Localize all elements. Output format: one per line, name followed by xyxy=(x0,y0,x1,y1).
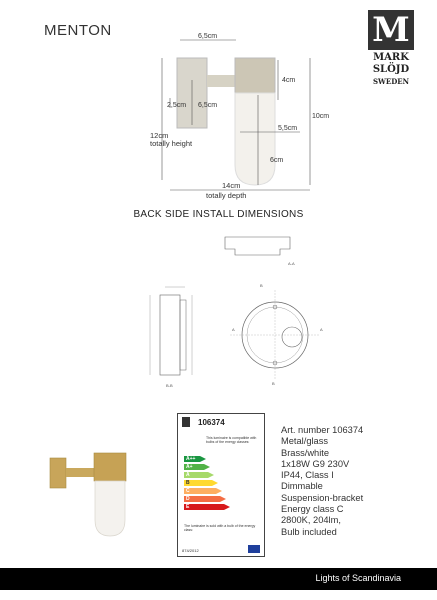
logo-line-1: MARK xyxy=(373,52,409,63)
dim-total-depth: 14cm xyxy=(222,181,241,190)
side-profile xyxy=(160,295,180,375)
dim-shade-height: 6cm xyxy=(270,157,284,164)
axis-label-b-top: B xyxy=(260,283,263,288)
install-title: BACK SIDE INSTALL DIMENSIONS xyxy=(133,209,304,220)
energy-label xyxy=(177,413,265,557)
energy-class-d: D xyxy=(184,496,220,502)
dimension-drawing xyxy=(140,30,350,205)
logo-mark: M xyxy=(368,10,414,50)
product-holder xyxy=(94,453,126,481)
energy-class-ap: A+ xyxy=(184,464,204,470)
dim-total-depth-label: totally depth xyxy=(206,191,247,200)
axis-label-b-bottom: B xyxy=(272,381,275,386)
logo-line-3: SWEDEN xyxy=(372,77,410,86)
spec-item: Energy class C xyxy=(281,504,344,515)
section-top-outline xyxy=(225,237,290,255)
spec-item: Bulb included xyxy=(281,526,337,537)
logo-line-2: SLÖJD xyxy=(372,64,410,75)
dim-base-offset: 2,5cm xyxy=(167,102,187,109)
spec-item: Art. number 106374 xyxy=(281,425,364,435)
spec-item: 1x18W G9 230V xyxy=(281,458,350,469)
section-label-bb: B-B xyxy=(166,383,173,388)
energy-class-b: B xyxy=(184,480,212,486)
dim-total-height-label: totally height xyxy=(150,139,193,148)
spec-item: Dimmable xyxy=(281,481,323,492)
energy-class-c: C xyxy=(184,488,216,494)
energy-sold-note: The luminaire is sold with a bulb of the energy class: xyxy=(184,524,256,533)
footer-text: Lights of Scandinavia xyxy=(315,573,401,583)
spec-list xyxy=(281,425,431,538)
spec-item: Suspension-bracket xyxy=(281,492,364,503)
energy-class-a: A xyxy=(184,472,208,478)
spec-item: IP44, Class I xyxy=(281,470,334,481)
arm xyxy=(207,75,235,87)
energy-class-e: E xyxy=(184,504,224,510)
dim-arm-height: 4cm xyxy=(282,77,296,84)
page-title: MENTON xyxy=(44,22,112,39)
section-label-aa: A-A xyxy=(288,261,295,266)
dim-width-top: 6,5cm xyxy=(198,33,218,40)
product-wall-plate xyxy=(50,458,66,488)
brand-logo xyxy=(356,10,426,90)
dim-base-height: 6,5cm xyxy=(198,102,218,109)
glass-shade xyxy=(235,93,275,185)
product-shade xyxy=(95,481,125,536)
dim-total-height: 12cm xyxy=(150,131,169,140)
spec-item: Metal/glass xyxy=(281,436,329,447)
energy-brand-mark xyxy=(182,417,190,427)
axis-label-a-right: A xyxy=(320,327,323,332)
energy-class-app: A++ xyxy=(184,456,200,462)
energy-compat-note: This luminaire is compatible with bulbs of the energy classes: xyxy=(206,436,257,445)
energy-regulation: 874/2012 xyxy=(182,548,199,553)
cable-hole xyxy=(282,327,302,347)
energy-article-number: 106374 xyxy=(198,418,225,427)
dim-right-height: 10cm xyxy=(312,113,330,120)
axis-label-a-left: A xyxy=(232,327,235,332)
spec-item: Brass/white xyxy=(281,447,330,458)
spec-item: 2800K, 204lm, xyxy=(281,515,341,526)
eu-flag-icon xyxy=(248,545,260,553)
lamp-holder xyxy=(235,58,275,93)
product-arm xyxy=(66,468,94,477)
product-image xyxy=(38,448,148,544)
technical-drawing xyxy=(140,225,340,400)
dim-arm-depth: 5,5cm xyxy=(278,125,298,132)
